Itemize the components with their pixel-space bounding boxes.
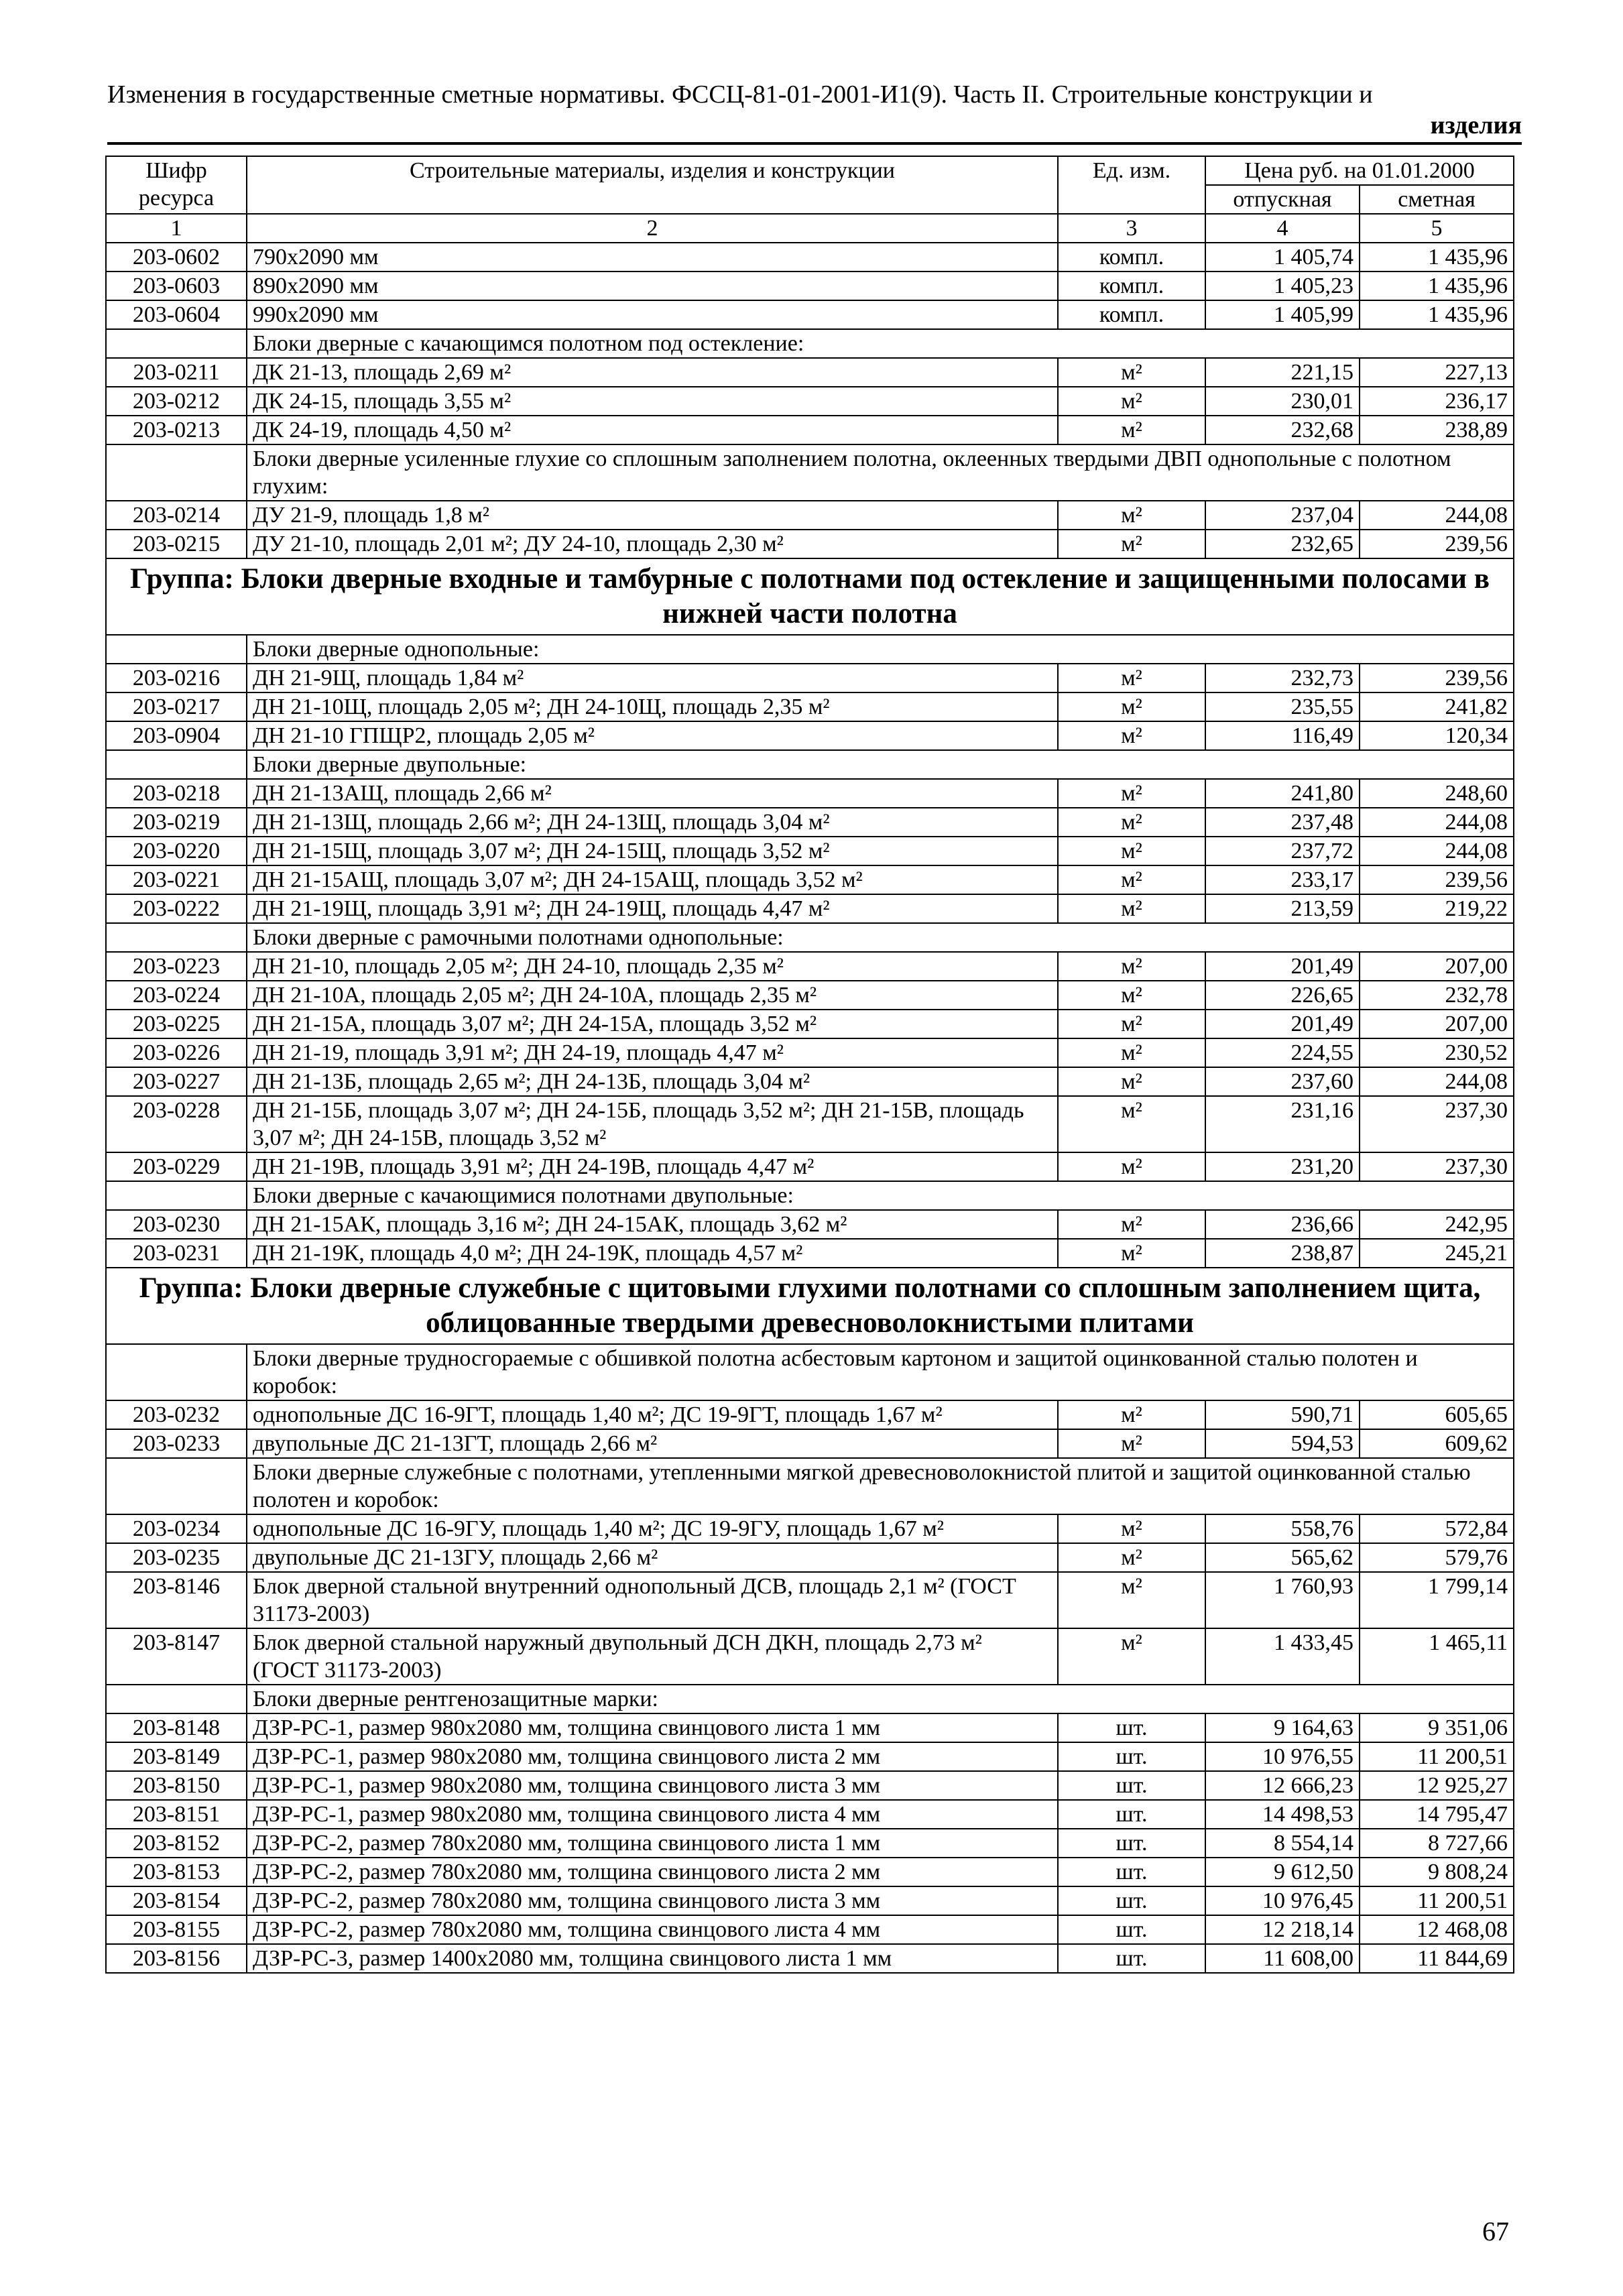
section-title: Блоки дверные двупольные:	[247, 750, 1514, 779]
estimate-price: 8 727,66	[1360, 1829, 1514, 1858]
resource-code: 203-0217	[106, 692, 247, 721]
resource-code: 203-0232	[106, 1400, 247, 1429]
section-row	[106, 635, 1514, 664]
release-price: 201,49	[1205, 1010, 1360, 1038]
section-code-empty	[106, 444, 247, 501]
col-price-header: Цена руб. на 01.01.2000	[1205, 156, 1514, 185]
table-row	[106, 387, 1514, 416]
unit: м²	[1058, 1400, 1205, 1429]
release-price: 237,72	[1205, 837, 1360, 865]
release-price: 232,68	[1205, 416, 1360, 444]
material-name: ДК 24-15, площадь 3,55 м²	[247, 387, 1058, 416]
table-row	[106, 271, 1514, 300]
section-title: Блоки дверные с рамочными полотнами однопольные:	[247, 923, 1514, 952]
material-name: ДН 21-15А, площадь 3,07 м²; ДН 24-15А, площадь 3,52 м²	[247, 1010, 1058, 1038]
unit: м²	[1058, 1038, 1205, 1067]
table-row	[106, 721, 1514, 750]
unit: м²	[1058, 981, 1205, 1010]
estimate-price: 1 435,96	[1360, 300, 1514, 329]
column-number: 2	[247, 214, 1058, 243]
unit: м²	[1058, 1543, 1205, 1572]
material-name: ДН 21-13АЩ, площадь 2,66 м²	[247, 779, 1058, 808]
estimate-price: 579,76	[1360, 1543, 1514, 1572]
estimate-price: 11 844,69	[1360, 1944, 1514, 1973]
group-row	[106, 1268, 1514, 1344]
resource-code: 203-8151	[106, 1800, 247, 1829]
material-name: ДЗР-РС-1, размер 980х2080 мм, толщина свинцового листа 4 мм	[247, 1800, 1058, 1829]
resource-code: 203-0223	[106, 952, 247, 981]
estimate-price: 239,56	[1360, 865, 1514, 894]
material-name: ДУ 21-9, площадь 1,8 м²	[247, 501, 1058, 530]
unit: м²	[1058, 865, 1205, 894]
resource-code: 203-0225	[106, 1010, 247, 1038]
material-name: ДК 21-13, площадь 2,69 м²	[247, 358, 1058, 387]
section-row	[106, 329, 1514, 358]
estimate-price: 12 468,08	[1360, 1915, 1514, 1944]
resource-code: 203-8155	[106, 1915, 247, 1944]
material-name: Блок дверной стальной наружный двупольный ДСН ДКН, площадь 2,73 м² (ГОСТ 31173-2003)	[247, 1628, 1058, 1685]
table-row	[106, 1067, 1514, 1096]
estimate-price: 14 795,47	[1360, 1800, 1514, 1829]
column-number: 5	[1360, 214, 1514, 243]
table-row	[106, 952, 1514, 981]
material-name: 990х2090 мм	[247, 300, 1058, 329]
release-price: 1 405,74	[1205, 243, 1360, 271]
material-name: ДН 21-13Щ, площадь 2,66 м²; ДН 24-13Щ, площадь 3,04 м²	[247, 808, 1058, 837]
estimate-price: 9 351,06	[1360, 1713, 1514, 1742]
estimate-price: 248,60	[1360, 779, 1514, 808]
estimate-price: 237,30	[1360, 1152, 1514, 1181]
unit: шт.	[1058, 1915, 1205, 1944]
section-row	[106, 1181, 1514, 1210]
release-price: 8 554,14	[1205, 1829, 1360, 1858]
resource-code: 203-0214	[106, 501, 247, 530]
unit: шт.	[1058, 1742, 1205, 1771]
material-name: ДН 21-15АЩ, площадь 3,07 м²; ДН 24-15АЩ, площадь 3,52 м²	[247, 865, 1058, 894]
group-title: Группа: Блоки дверные входные и тамбурные с полотнами под остекление и защищенными полосами в нижней части полотна	[106, 558, 1514, 635]
material-name: ДН 21-15Щ, площадь 3,07 м²; ДН 24-15Щ, площадь 3,52 м²	[247, 837, 1058, 865]
table-row	[106, 243, 1514, 271]
table-row	[106, 1543, 1514, 1572]
estimate-price: 1 465,11	[1360, 1628, 1514, 1685]
table-row	[106, 1944, 1514, 1973]
table-row	[106, 1858, 1514, 1886]
material-name: ДН 21-19Щ, площадь 3,91 м²; ДН 24-19Щ, площадь 4,47 м²	[247, 894, 1058, 923]
unit: м²	[1058, 1152, 1205, 1181]
material-name: ДН 21-15Б, площадь 3,07 м²; ДН 24-15Б, площадь 3,52 м²; ДН 21-15В, площадь 3,07 м²; ДН 24-15В, площадь 3,52 м²	[247, 1096, 1058, 1152]
table-row	[106, 416, 1514, 444]
material-name: однопольные ДС 16-9ГТ, площадь 1,40 м²; ДС 19-9ГТ, площадь 1,67 м²	[247, 1400, 1058, 1429]
unit: м²	[1058, 808, 1205, 837]
estimate-price: 609,62	[1360, 1429, 1514, 1458]
column-number: 4	[1205, 214, 1360, 243]
resource-code: 203-0231	[106, 1239, 247, 1268]
estimate-price: 239,56	[1360, 664, 1514, 692]
resource-code: 203-0234	[106, 1514, 247, 1543]
material-name: ДЗР-РС-2, размер 780х2080 мм, толщина свинцового листа 2 мм	[247, 1858, 1058, 1886]
estimate-price: 605,65	[1360, 1400, 1514, 1429]
unit: м²	[1058, 1067, 1205, 1096]
unit: м²	[1058, 1572, 1205, 1628]
unit: компл.	[1058, 271, 1205, 300]
section-code-empty	[106, 1685, 247, 1713]
unit: шт.	[1058, 1829, 1205, 1858]
release-price: 236,66	[1205, 1210, 1360, 1239]
release-price: 231,20	[1205, 1152, 1360, 1181]
resource-code: 203-0218	[106, 779, 247, 808]
table-row	[106, 779, 1514, 808]
header-rule	[107, 142, 1522, 145]
material-name: ДЗР-РС-2, размер 780х2080 мм, толщина свинцового листа 4 мм	[247, 1915, 1058, 1944]
resource-code: 203-0226	[106, 1038, 247, 1067]
resource-code: 203-8152	[106, 1829, 247, 1858]
estimate-price: 572,84	[1360, 1514, 1514, 1543]
material-name: ДН 21-19, площадь 3,91 м²; ДН 24-19, площадь 4,47 м²	[247, 1038, 1058, 1067]
table-row	[106, 865, 1514, 894]
release-price: 14 498,53	[1205, 1800, 1360, 1829]
estimate-price: 242,95	[1360, 1210, 1514, 1239]
estimate-price: 11 200,51	[1360, 1742, 1514, 1771]
release-price: 594,53	[1205, 1429, 1360, 1458]
section-code-empty	[106, 635, 247, 664]
resource-code: 203-0220	[106, 837, 247, 865]
material-name: ДН 21-10, площадь 2,05 м²; ДН 24-10, площадь 2,35 м²	[247, 952, 1058, 981]
resource-code: 203-8149	[106, 1742, 247, 1771]
estimate-price: 1 799,14	[1360, 1572, 1514, 1628]
table-row	[106, 530, 1514, 558]
section-title: Блоки дверные рентгенозащитные марки:	[247, 1685, 1514, 1713]
estimate-price: 238,89	[1360, 416, 1514, 444]
table-row	[106, 1771, 1514, 1800]
table-row	[106, 692, 1514, 721]
release-price: 241,80	[1205, 779, 1360, 808]
section-title: Блоки дверные однопольные:	[247, 635, 1514, 664]
release-price: 213,59	[1205, 894, 1360, 923]
resource-code: 203-0233	[106, 1429, 247, 1458]
release-price: 1 760,93	[1205, 1572, 1360, 1628]
section-code-empty	[106, 1181, 247, 1210]
table-row	[106, 1038, 1514, 1067]
material-name: 790х2090 мм	[247, 243, 1058, 271]
release-price: 12 666,23	[1205, 1771, 1360, 1800]
unit: м²	[1058, 779, 1205, 808]
resource-code: 203-0212	[106, 387, 247, 416]
estimate-price: 239,56	[1360, 530, 1514, 558]
material-name: ДН 21-15АК, площадь 3,16 м²; ДН 24-15АК, площадь 3,62 м²	[247, 1210, 1058, 1239]
table-row	[106, 1152, 1514, 1181]
unit: компл.	[1058, 243, 1205, 271]
header-line-1: Изменения в государственные сметные нормативы. ФССЦ-81-01-2001-И1(9). Часть II. Строительные конструкции и	[107, 80, 1373, 109]
estimate-price: 244,08	[1360, 808, 1514, 837]
table-row	[106, 1915, 1514, 1944]
group-row	[106, 558, 1514, 635]
table-row	[106, 808, 1514, 837]
table-row	[106, 1628, 1514, 1685]
unit: м²	[1058, 1096, 1205, 1152]
col-release-price-header: отпускная	[1205, 185, 1360, 214]
estimate-price: 219,22	[1360, 894, 1514, 923]
release-price: 221,15	[1205, 358, 1360, 387]
resource-code: 203-8156	[106, 1944, 247, 1973]
release-price: 116,49	[1205, 721, 1360, 750]
unit: шт.	[1058, 1944, 1205, 1973]
release-price: 232,65	[1205, 530, 1360, 558]
section-code-empty	[106, 750, 247, 779]
resource-code: 203-0604	[106, 300, 247, 329]
resource-code: 203-8146	[106, 1572, 247, 1628]
section-row	[106, 1344, 1514, 1400]
resource-code: 203-0215	[106, 530, 247, 558]
release-price: 590,71	[1205, 1400, 1360, 1429]
material-name: двупольные ДС 21-13ГУ, площадь 2,66 м²	[247, 1543, 1058, 1572]
material-name: ДН 21-10 ГПЩР2, площадь 2,05 м²	[247, 721, 1058, 750]
table-row	[106, 300, 1514, 329]
release-price: 231,16	[1205, 1096, 1360, 1152]
estimate-price: 1 435,96	[1360, 271, 1514, 300]
release-price: 226,65	[1205, 981, 1360, 1010]
group-title: Группа: Блоки дверные служебные с щитовыми глухими полотнами со сплошным заполнением щита, облицованные твердыми древесноволокнистыми плитами	[106, 1268, 1514, 1344]
table-row	[106, 894, 1514, 923]
release-price: 232,73	[1205, 664, 1360, 692]
section-code-empty	[106, 329, 247, 358]
estimate-price: 245,21	[1360, 1239, 1514, 1268]
unit: м²	[1058, 1010, 1205, 1038]
resource-code: 203-0602	[106, 243, 247, 271]
estimate-price: 230,52	[1360, 1038, 1514, 1067]
unit: м²	[1058, 952, 1205, 981]
release-price: 224,55	[1205, 1038, 1360, 1067]
release-price: 238,87	[1205, 1239, 1360, 1268]
unit: шт.	[1058, 1713, 1205, 1742]
unit: м²	[1058, 501, 1205, 530]
table-row	[106, 1829, 1514, 1858]
table-row	[106, 501, 1514, 530]
table-row	[106, 1010, 1514, 1038]
section-row	[106, 750, 1514, 779]
section-row	[106, 1685, 1514, 1713]
table-row	[106, 1886, 1514, 1915]
unit: м²	[1058, 358, 1205, 387]
unit: м²	[1058, 837, 1205, 865]
estimate-price: 232,78	[1360, 981, 1514, 1010]
section-title: Блоки дверные с качающимся полотном под остекление:	[247, 329, 1514, 358]
material-name: ДЗР-РС-1, размер 980х2080 мм, толщина свинцового листа 3 мм	[247, 1771, 1058, 1800]
column-number: 1	[106, 214, 247, 243]
section-row	[106, 444, 1514, 501]
material-name: Блок дверной стальной внутренний однопольный ДСВ, площадь 2,1 м² (ГОСТ 31173-2003)	[247, 1572, 1058, 1628]
col-code-header: Шифр ресурса	[106, 156, 247, 214]
estimate-price: 12 925,27	[1360, 1771, 1514, 1800]
table-row	[106, 1514, 1514, 1543]
release-price: 237,60	[1205, 1067, 1360, 1096]
material-name: ДН 21-19В, площадь 3,91 м²; ДН 24-19В, площадь 4,47 м²	[247, 1152, 1058, 1181]
column-number: 3	[1058, 214, 1205, 243]
column-number-row	[106, 214, 1514, 243]
table-row	[106, 1429, 1514, 1458]
release-price: 565,62	[1205, 1543, 1360, 1572]
resource-code: 203-0230	[106, 1210, 247, 1239]
material-name: ДН 21-19К, площадь 4,0 м²; ДН 24-19К, площадь 4,57 м²	[247, 1239, 1058, 1268]
unit: м²	[1058, 1239, 1205, 1268]
table-row	[106, 1210, 1514, 1239]
release-price: 237,04	[1205, 501, 1360, 530]
resource-code: 203-0229	[106, 1152, 247, 1181]
section-row	[106, 1458, 1514, 1514]
table-row	[106, 1800, 1514, 1829]
unit: м²	[1058, 664, 1205, 692]
section-title: Блоки дверные усиленные глухие со сплошным заполнением полотна, оклеенных твердыми ДВП однопольные с полотном глухим:	[247, 444, 1514, 501]
unit: м²	[1058, 1210, 1205, 1239]
resource-code: 203-0213	[106, 416, 247, 444]
material-name: ДН 21-9Щ, площадь 1,84 м²	[247, 664, 1058, 692]
estimate-price: 244,08	[1360, 837, 1514, 865]
material-name: ДЗР-РС-2, размер 780х2080 мм, толщина свинцового листа 1 мм	[247, 1829, 1058, 1858]
resource-code: 203-0603	[106, 271, 247, 300]
release-price: 9 164,63	[1205, 1713, 1360, 1742]
unit: шт.	[1058, 1800, 1205, 1829]
resource-code: 203-0227	[106, 1067, 247, 1096]
release-price: 230,01	[1205, 387, 1360, 416]
release-price: 10 976,55	[1205, 1742, 1360, 1771]
release-price: 1 405,23	[1205, 271, 1360, 300]
price-table	[105, 156, 1514, 1974]
header-line-2: изделия	[1430, 111, 1522, 139]
material-name: 890х2090 мм	[247, 271, 1058, 300]
material-name: ДУ 21-10, площадь 2,01 м²; ДУ 24-10, площадь 2,30 м²	[247, 530, 1058, 558]
resource-code: 203-0228	[106, 1096, 247, 1152]
estimate-price: 11 200,51	[1360, 1886, 1514, 1915]
estimate-price: 120,34	[1360, 721, 1514, 750]
material-name: ДЗР-РС-3, размер 1400х2080 мм, толщина свинцового листа 1 мм	[247, 1944, 1058, 1973]
material-name: ДН 21-13Б, площадь 2,65 м²; ДН 24-13Б, площадь 3,04 м²	[247, 1067, 1058, 1096]
resource-code: 203-8147	[106, 1628, 247, 1685]
resource-code: 203-8150	[106, 1771, 247, 1800]
release-price: 233,17	[1205, 865, 1360, 894]
table-row	[106, 1713, 1514, 1742]
section-code-empty	[106, 1344, 247, 1400]
unit: м²	[1058, 1514, 1205, 1543]
unit: м²	[1058, 721, 1205, 750]
estimate-price: 9 808,24	[1360, 1858, 1514, 1886]
resource-code: 203-8153	[106, 1858, 247, 1886]
table-row	[106, 1572, 1514, 1628]
unit: м²	[1058, 416, 1205, 444]
resource-code: 203-0221	[106, 865, 247, 894]
resource-code: 203-0224	[106, 981, 247, 1010]
resource-code: 203-0216	[106, 664, 247, 692]
section-code-empty	[106, 923, 247, 952]
estimate-price: 207,00	[1360, 1010, 1514, 1038]
release-price: 11 608,00	[1205, 1944, 1360, 1973]
estimate-price: 244,08	[1360, 1067, 1514, 1096]
material-name: однопольные ДС 16-9ГУ, площадь 1,40 м²; ДС 19-9ГУ, площадь 1,67 м²	[247, 1514, 1058, 1543]
material-name: двупольные ДС 21-13ГТ, площадь 2,66 м²	[247, 1429, 1058, 1458]
material-name: ДН 21-10Щ, площадь 2,05 м²; ДН 24-10Щ, площадь 2,35 м²	[247, 692, 1058, 721]
unit: шт.	[1058, 1771, 1205, 1800]
resource-code: 203-0235	[106, 1543, 247, 1572]
release-price: 235,55	[1205, 692, 1360, 721]
release-price: 10 976,45	[1205, 1886, 1360, 1915]
col-unit-header: Ед. изм.	[1058, 156, 1205, 214]
section-title: Блоки дверные служебные с полотнами, утепленными мягкой древесноволокнистой плитой и защитой оцинкованной сталью полотен и коробок:	[247, 1458, 1514, 1514]
table-row	[106, 981, 1514, 1010]
material-name: ДК 24-19, площадь 4,50 м²	[247, 416, 1058, 444]
material-name: ДЗР-РС-2, размер 780х2080 мм, толщина свинцового листа 3 мм	[247, 1886, 1058, 1915]
table-row	[106, 837, 1514, 865]
unit: шт.	[1058, 1886, 1205, 1915]
unit: м²	[1058, 1429, 1205, 1458]
page-header	[107, 79, 1522, 141]
section-title: Блоки дверные с качающимися полотнами двупольные:	[247, 1181, 1514, 1210]
table-row	[106, 1096, 1514, 1152]
unit: м²	[1058, 387, 1205, 416]
col-name-header: Строительные материалы, изделия и конструкции	[247, 156, 1058, 214]
material-name: ДЗР-РС-1, размер 980х2080 мм, толщина свинцового листа 2 мм	[247, 1742, 1058, 1771]
table-body	[106, 243, 1514, 1973]
unit: м²	[1058, 894, 1205, 923]
release-price: 237,48	[1205, 808, 1360, 837]
estimate-price: 236,17	[1360, 387, 1514, 416]
table-header-row	[106, 156, 1514, 185]
col-estimate-price-header: сметная	[1360, 185, 1514, 214]
resource-code: 203-0222	[106, 894, 247, 923]
estimate-price: 244,08	[1360, 501, 1514, 530]
resource-code: 203-0219	[106, 808, 247, 837]
page-number: 67	[1482, 2216, 1509, 2246]
estimate-price: 1 435,96	[1360, 243, 1514, 271]
unit: м²	[1058, 530, 1205, 558]
unit: компл.	[1058, 300, 1205, 329]
release-price: 201,49	[1205, 952, 1360, 981]
resource-code: 203-8148	[106, 1713, 247, 1742]
resource-code: 203-0904	[106, 721, 247, 750]
section-code-empty	[106, 1458, 247, 1514]
release-price: 1 405,99	[1205, 300, 1360, 329]
table-row	[106, 664, 1514, 692]
resource-code: 203-8154	[106, 1886, 247, 1915]
material-name: ДН 21-10А, площадь 2,05 м²; ДН 24-10А, площадь 2,35 м²	[247, 981, 1058, 1010]
estimate-price: 207,00	[1360, 952, 1514, 981]
release-price: 12 218,14	[1205, 1915, 1360, 1944]
release-price: 558,76	[1205, 1514, 1360, 1543]
estimate-price: 237,30	[1360, 1096, 1514, 1152]
table-row	[106, 1742, 1514, 1771]
estimate-price: 227,13	[1360, 358, 1514, 387]
unit: м²	[1058, 1628, 1205, 1685]
table-row	[106, 358, 1514, 387]
table-row	[106, 1400, 1514, 1429]
table-row	[106, 1239, 1514, 1268]
unit: шт.	[1058, 1858, 1205, 1886]
release-price: 9 612,50	[1205, 1858, 1360, 1886]
estimate-price: 241,82	[1360, 692, 1514, 721]
section-title: Блоки дверные трудносгораемые с обшивкой полотна асбестовым картоном и защитой оцинкованной сталью полотен и коробок:	[247, 1344, 1514, 1400]
section-row	[106, 923, 1514, 952]
resource-code: 203-0211	[106, 358, 247, 387]
material-name: ДЗР-РС-1, размер 980х2080 мм, толщина свинцового листа 1 мм	[247, 1713, 1058, 1742]
release-price: 1 433,45	[1205, 1628, 1360, 1685]
unit: м²	[1058, 692, 1205, 721]
